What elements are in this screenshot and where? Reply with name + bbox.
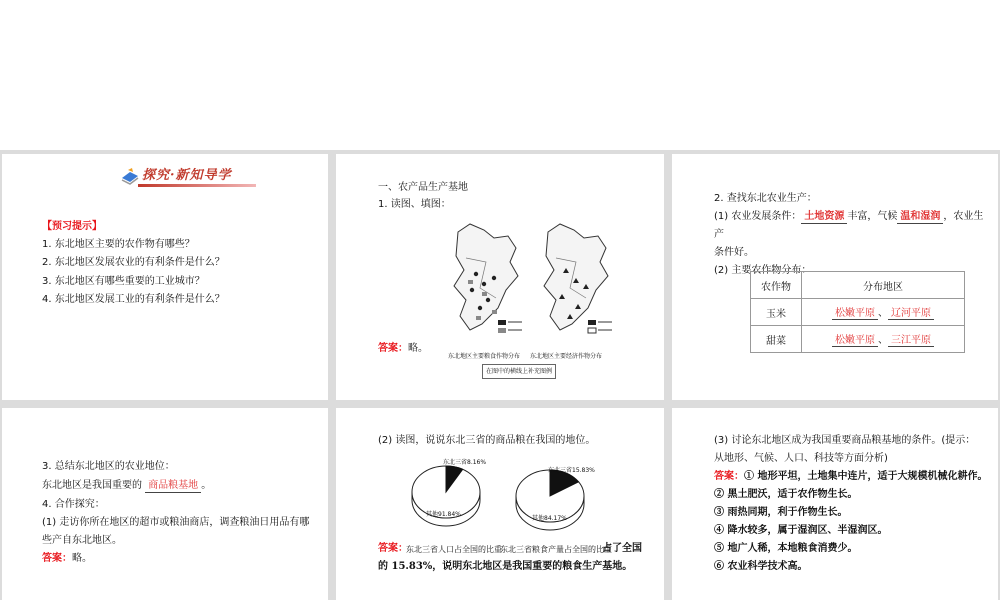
question-line: (3) 讨论东北地区成为我国重要商品粮基地的条件。(提示： (714, 435, 976, 446)
legend-instruction: 在图中的横线上补充图例 (482, 364, 556, 379)
answer-label: 答案： (714, 471, 744, 482)
cash-crop-map (544, 224, 612, 333)
answer-text: ② 黑土肥沃，适于农作物生长。 (714, 489, 858, 500)
section-banner (120, 164, 260, 190)
answer-label: 答案： (42, 553, 72, 564)
answer-text: 略。 (72, 553, 92, 564)
map-caption: 东北地区主要粮食作物分布 (448, 353, 521, 360)
slide-agriculture-status[interactable] (2, 408, 328, 600)
task-label: 1. 读图、填图： (378, 199, 451, 210)
table-header-cell: 农作物 (751, 272, 802, 299)
area-separator: 、 (878, 335, 888, 346)
summary-line (42, 479, 211, 493)
slide-preview-tips[interactable] (2, 154, 328, 400)
question-item: 1. 东北地区主要的农作物有哪些？ (42, 239, 195, 250)
answer-line (714, 470, 987, 483)
question-line: 从地形、气候、人口、科技等方面分析) (714, 453, 888, 464)
pie1-caption: 东北三省人口占全国的比重 (406, 545, 502, 554)
crop-areas (802, 326, 965, 353)
answer-text: 的 15.83%，说明东北地区是我国重要的粮食生产基地。 (378, 561, 633, 572)
condition-line (714, 210, 983, 224)
answer-text: 占了全国 (602, 543, 642, 554)
table-row (751, 326, 965, 353)
slide-farm-base-maps[interactable] (336, 154, 664, 400)
table-row (751, 299, 965, 326)
pie1-rest-label: 其他91.84% (426, 511, 461, 518)
map-caption: 东北地区主要经济作物分布 (530, 353, 603, 360)
condition-text: (1) 农业发展条件： (714, 211, 802, 222)
answer-text: ③ 雨热同期，利于作物生长。 (714, 507, 848, 518)
inquiry-line: (1) 走访你所在地区的超市或粮油商店，调查粮油日用品有哪 (42, 517, 310, 528)
question-item: 3. 东北地区有哪些重要的工业城市？ (42, 276, 205, 287)
condition-text: ，农业生 (943, 211, 984, 222)
question-item: 2. 东北地区发展农业的有利条件是什么？ (42, 257, 225, 268)
pie1-slice-label: 东北三省8.16% (443, 459, 487, 466)
condition-line: 产 (714, 229, 724, 240)
condition-line: 条件好。 (714, 247, 754, 258)
book-icon (120, 166, 140, 186)
distribution-label: (2) 主要农作物分布： (714, 265, 812, 276)
answer-text: ⑤ 地广人稀，本地粮食消费少。 (714, 543, 858, 554)
answer-line (42, 552, 92, 565)
area-separator: 、 (878, 308, 888, 319)
answer-label: 答案： (378, 343, 408, 354)
pie2-caption: 东北三省粮食产量占全国的比重 (500, 545, 612, 554)
answer-line (378, 542, 408, 555)
area-fill: 辽河平原 (888, 304, 934, 320)
answer-text: ④ 降水较多，属于湿润区、半湿润区。 (714, 525, 888, 536)
pie2-rest-label: 其他84.17% (532, 515, 567, 522)
answer-text: ⑥ 农业科学技术高。 (714, 561, 808, 572)
preview-hint-title: 【预习提示】 (42, 221, 102, 232)
crop-areas (802, 299, 965, 326)
question-item: 4. 东北地区发展工业的有利条件是什么？ (42, 294, 225, 305)
question-title: 2. 查找东北农业生产： (714, 193, 817, 204)
slide-grain-base-conditions[interactable] (672, 408, 998, 600)
answer-text: 略。 (408, 343, 428, 354)
inquiry-title: 4. 合作探究： (42, 499, 105, 510)
slide-grain-share[interactable] (336, 408, 664, 600)
area-fill: 三江平原 (888, 331, 934, 347)
answer-label: 答案： (378, 543, 408, 554)
table-header-cell: 分布地区 (802, 272, 965, 299)
answer-line (378, 342, 428, 355)
area-fill: 松嫩平原 (832, 331, 878, 347)
table-header-row (751, 272, 965, 299)
answer-fill-base: 商品粮基地 (145, 479, 201, 493)
crop-distribution-maps (436, 218, 616, 358)
summary-text: 东北地区是我国重要的 (42, 480, 142, 491)
banner-underline (138, 184, 256, 187)
crop-name: 甜菜 (751, 326, 802, 353)
condition-text: 丰富，气候 (847, 211, 898, 222)
crop-distribution-table (750, 271, 965, 353)
summary-title: 3. 总结东北地区的农业地位： (42, 461, 175, 472)
answer-fill-climate: 温和湿润 (897, 210, 943, 224)
pie2-slice-label: 东北三省15.83% (548, 467, 595, 474)
question-title: (2) 读图，说说东北三省的商品粮在我国的地位。 (378, 435, 596, 446)
summary-text: 。 (201, 480, 212, 491)
inquiry-line: 些产自东北地区。 (42, 535, 122, 546)
answer-text: ① 地形平坦，土地集中连片，适于大规模机械化耕作。 (744, 471, 988, 482)
crop-name: 玉米 (751, 299, 802, 326)
banner-title: 探究·新知导学 (142, 168, 232, 183)
grain-crop-map (454, 224, 522, 333)
section-heading: 一、农产品生产基地 (378, 182, 468, 193)
answer-fill-land: 土地资源 (801, 210, 847, 224)
slide-farming-conditions[interactable] (672, 154, 998, 400)
area-fill: 松嫩平原 (832, 304, 878, 320)
